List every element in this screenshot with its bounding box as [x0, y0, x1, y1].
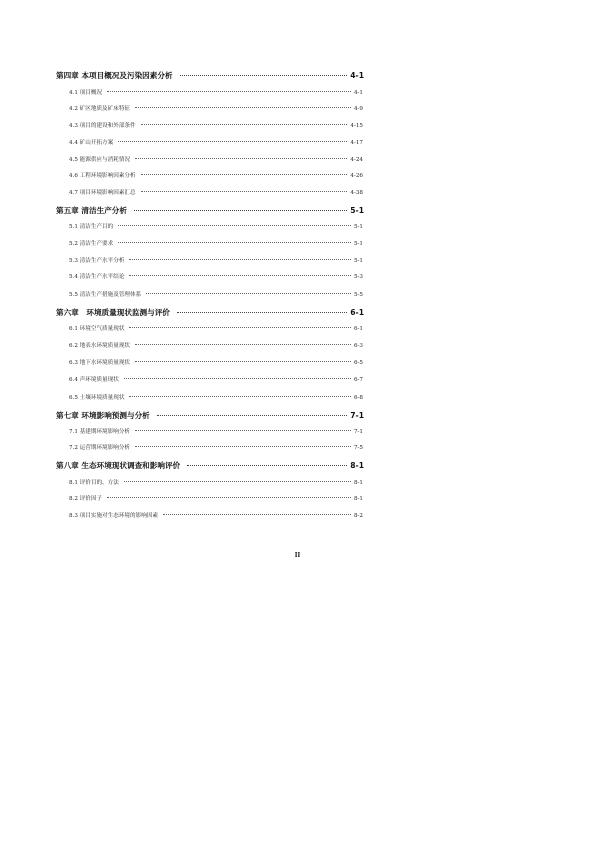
toc-entry-page: 8-2 [353, 513, 363, 519]
toc-chapter-entry[interactable] [56, 70, 364, 81]
toc-chapter-entry[interactable] [56, 460, 364, 471]
toc-entry-label: 4.1 项目概况 [69, 90, 103, 96]
toc-entry-label: 7.2 运营期环境影响分析 [69, 445, 131, 451]
toc-section-entry[interactable] [69, 358, 363, 366]
toc-entry-label: 4.7 项目环境影响因素汇总 [69, 190, 136, 196]
toc-entry-page: 7-1 [350, 411, 364, 420]
toc-entry-page: 4-1 [350, 71, 364, 80]
toc-entry-page: 5-1 [350, 206, 364, 215]
toc-entry-label: 5.2 清洁生产要求 [69, 241, 114, 247]
toc-entry-page: 4-15 [350, 123, 363, 129]
toc-chapter-entry[interactable] [56, 307, 364, 318]
toc-section-entry[interactable] [69, 188, 363, 196]
toc-entry-page: 8-1 [350, 461, 364, 470]
dot-leader [129, 396, 351, 397]
toc-entry-page: 4-38 [350, 190, 363, 196]
toc-entry-page: 5-1 [353, 258, 363, 264]
dot-leader [141, 191, 348, 192]
toc-section-entry[interactable] [69, 375, 363, 383]
toc-section-entry[interactable] [69, 88, 363, 96]
dot-leader [163, 514, 351, 515]
dot-leader [141, 174, 348, 175]
toc-entry-page: 6-1 [353, 326, 363, 332]
toc-entry-label: 第七章 环境影响预测与分析 [56, 411, 150, 420]
toc-entry-page: 4-24 [350, 157, 363, 163]
toc-entry-page: 5-1 [353, 224, 363, 230]
dot-leader [135, 361, 351, 362]
toc-entry-page: 8-1 [353, 480, 363, 486]
toc-section-entry[interactable] [69, 239, 363, 247]
toc-entry-page: 6-7 [353, 377, 363, 383]
dot-leader [157, 415, 347, 416]
toc-entry-label: 6.2 地表水环境质量现状 [69, 343, 131, 349]
toc-section-entry[interactable] [69, 393, 363, 401]
toc-entry-label: 第八章 生态环境现状调查和影响评价 [56, 461, 181, 470]
toc-section-entry[interactable] [69, 478, 363, 486]
toc-entry-page: 6-3 [353, 343, 363, 349]
toc-entry-label: 4.5 能源供应与消耗情况 [69, 157, 131, 163]
dot-leader [107, 91, 351, 92]
toc-entry-page: 8-1 [353, 496, 363, 502]
toc-entry-label: 5.4 清洁生产水平结论 [69, 274, 125, 280]
dot-leader [135, 430, 351, 431]
toc-entry-label: 5.5 清洁生产措施及管理体系 [69, 292, 142, 298]
toc-entry-page: 4-1 [353, 90, 363, 96]
toc-entry-page: 5-5 [353, 292, 363, 298]
toc-entry-label: 6.3 地下水环境质量现状 [69, 360, 131, 366]
toc-entry-page: 5-3 [353, 274, 363, 280]
toc-section-entry[interactable] [69, 138, 363, 146]
toc-chapter-entry[interactable] [56, 410, 364, 421]
toc-entry-page: 4-9 [353, 106, 363, 112]
toc-section-entry[interactable] [69, 104, 363, 112]
toc-section-entry[interactable] [69, 341, 363, 349]
toc-entry-label: 第五章 清洁生产分析 [56, 206, 127, 215]
dot-leader [141, 124, 348, 125]
toc-entry-page: 4-26 [350, 173, 363, 179]
toc-section-entry[interactable] [69, 256, 363, 264]
dot-leader [129, 275, 351, 276]
toc-entry-label: 5.3 清洁生产水平分析 [69, 258, 125, 264]
dot-leader [135, 107, 351, 108]
dot-leader [129, 259, 351, 260]
dot-leader [118, 225, 351, 226]
toc-entry-label: 6.5 土壤环境质量现状 [69, 395, 125, 401]
toc-entry-page: 6-1 [350, 308, 364, 317]
toc-entry-label: 8.1 评价目的、方法 [69, 480, 119, 486]
dot-leader [135, 344, 351, 345]
dot-leader [135, 446, 351, 447]
toc-section-entry[interactable] [69, 290, 363, 298]
toc-section-entry[interactable] [69, 272, 363, 280]
toc-entry-page: 6-5 [353, 360, 363, 366]
dot-leader [124, 378, 351, 379]
toc-entry-label: 5.1 清洁生产目的 [69, 224, 114, 230]
toc-section-entry[interactable] [69, 222, 363, 230]
toc-entry-label: 6.1 环境空气质量现状 [69, 326, 125, 332]
dot-leader [124, 481, 351, 482]
dot-leader [129, 327, 351, 328]
dot-leader [118, 141, 347, 142]
dot-leader [187, 465, 347, 466]
toc-section-entry[interactable] [69, 121, 363, 129]
toc-section-entry[interactable] [69, 511, 363, 519]
toc-section-entry[interactable] [69, 155, 363, 163]
toc-section-entry[interactable] [69, 171, 363, 179]
dot-leader [118, 242, 351, 243]
toc-entry-label: 8.3 项目实施对生态环境的影响因素 [69, 513, 158, 519]
toc-entry-label: 4.4 矿山开拓方案 [69, 140, 114, 146]
dot-leader [135, 158, 347, 159]
dot-leader [107, 497, 351, 498]
toc-chapter-entry[interactable] [56, 205, 364, 216]
toc-entry-label: 4.6 工程环境影响因素分析 [69, 173, 136, 179]
toc-entry-label: 6.4 声环境质量现状 [69, 377, 119, 383]
toc-entry-label: 8.2 评价因子 [69, 496, 103, 502]
dot-leader [180, 75, 348, 76]
toc-entry-label: 4.2 矿区地质及矿床特征 [69, 106, 131, 112]
toc-entry-page: 4-17 [350, 140, 363, 146]
toc-entry-label: 7.1 基建期环境影响分析 [69, 429, 131, 435]
dot-leader [134, 210, 347, 211]
toc-section-entry[interactable] [69, 443, 363, 451]
toc-section-entry[interactable] [69, 427, 363, 435]
toc-entry-page: 7-1 [353, 429, 363, 435]
toc-entry-page: 6-8 [353, 395, 363, 401]
toc-entry-page: 7-5 [353, 445, 363, 451]
toc-entry-page: 5-1 [353, 241, 363, 247]
toc-entry-label: 4.3 项目的建设和外部条件 [69, 123, 136, 129]
toc-section-entry[interactable] [69, 494, 363, 502]
toc-entry-label: 第六章 环境质量现状监测与评价 [56, 308, 170, 317]
toc-section-entry[interactable] [69, 324, 363, 332]
dot-leader [146, 293, 351, 294]
page-number: II [294, 551, 301, 559]
dot-leader [177, 312, 347, 313]
toc-entry-label: 第四章 本项目概况及污染因素分析 [56, 71, 173, 80]
